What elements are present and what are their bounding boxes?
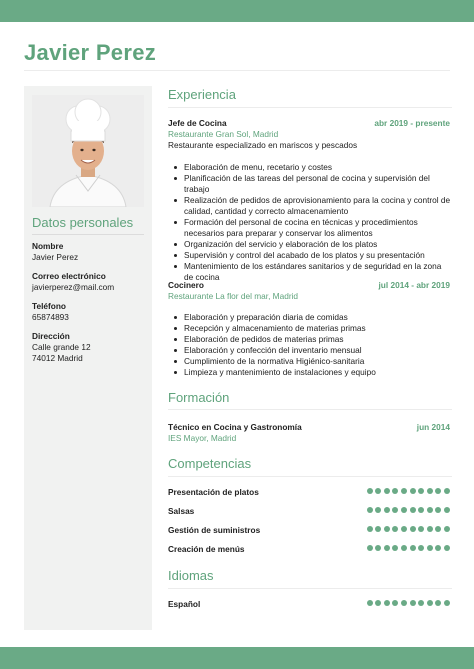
rating-dot bbox=[418, 526, 424, 532]
job-company: Restaurante Gran Sol, Madrid bbox=[168, 129, 279, 139]
rating-dot bbox=[384, 600, 390, 606]
job-title: Jefe de Cocina bbox=[168, 118, 227, 128]
rating-dots bbox=[367, 600, 450, 606]
list-item: Elaboración de pedidos de materias primas bbox=[184, 334, 452, 345]
rating-dots bbox=[367, 526, 450, 532]
skill-row-label: Gestión de suministros bbox=[168, 525, 261, 535]
list-item: Mantenimiento de los estándares sanitarios y de seguridad en la zona de cocina bbox=[184, 261, 452, 283]
rating-dot bbox=[392, 488, 398, 494]
rating-dot bbox=[435, 488, 441, 494]
field-email bbox=[32, 271, 114, 293]
job-entry bbox=[168, 280, 452, 302]
field-label: Teléfono bbox=[32, 301, 66, 311]
education-degree: Técnico en Cocina y Gastronomía bbox=[168, 422, 302, 432]
field-phone bbox=[32, 301, 69, 323]
language-row bbox=[168, 599, 452, 611]
rating-dot bbox=[435, 507, 441, 513]
rating-dot bbox=[410, 600, 416, 606]
rating-dot bbox=[418, 545, 424, 551]
rating-dot bbox=[410, 545, 416, 551]
field-value: 65874893 bbox=[32, 312, 69, 322]
rating-dot bbox=[427, 507, 433, 513]
rating-dots bbox=[367, 507, 450, 513]
rating-dot bbox=[367, 488, 373, 494]
rating-dot bbox=[435, 600, 441, 606]
rating-dot bbox=[375, 545, 381, 551]
skills-title: Competencias bbox=[168, 456, 252, 471]
rating-dot bbox=[410, 488, 416, 494]
job-date: abr 2019 - presente bbox=[374, 118, 450, 128]
field-address bbox=[32, 331, 91, 364]
job-bullets bbox=[184, 312, 452, 378]
skill-row-label: Presentación de platos bbox=[168, 487, 259, 497]
rating-dots bbox=[367, 545, 450, 551]
profile-photo bbox=[32, 95, 144, 207]
rating-dot bbox=[375, 488, 381, 494]
education-divider bbox=[168, 409, 452, 410]
rating-dot bbox=[392, 545, 398, 551]
chef-portrait-icon bbox=[32, 95, 144, 207]
sidebar-divider bbox=[32, 234, 144, 235]
list-item: Recepción y almacenamiento de materias primas bbox=[184, 323, 452, 334]
candidate-name: Javier Perez bbox=[24, 40, 157, 65]
list-item: Organización del servicio y elaboración de los platos bbox=[184, 239, 452, 250]
rating-dot bbox=[367, 507, 373, 513]
job-title: Cocinero bbox=[168, 280, 204, 290]
rating-dot bbox=[444, 488, 450, 494]
rating-dot bbox=[418, 507, 424, 513]
rating-dot bbox=[384, 488, 390, 494]
rating-dot bbox=[427, 488, 433, 494]
education-entry bbox=[168, 422, 452, 444]
job-entry bbox=[168, 118, 452, 151]
list-item: Limpieza y mantenimiento de instalaciones y equipo bbox=[184, 367, 452, 378]
rating-dot bbox=[401, 526, 407, 532]
rating-dot bbox=[435, 545, 441, 551]
personal-data-title: Datos personales bbox=[32, 215, 134, 230]
name-divider bbox=[24, 70, 450, 71]
rating-dot bbox=[401, 545, 407, 551]
rating-dot bbox=[384, 507, 390, 513]
rating-dot bbox=[367, 545, 373, 551]
list-item: Formación del personal de cocina en técnicas y procedimientos necesarios para preparar y conservar los alimentos bbox=[184, 217, 452, 239]
rating-dot bbox=[384, 526, 390, 532]
list-item: Elaboración y confección del inventario mensual bbox=[184, 345, 452, 356]
field-value: 74012 Madrid bbox=[32, 353, 83, 363]
job-date: jul 2014 - abr 2019 bbox=[378, 280, 450, 290]
rating-dot bbox=[375, 526, 381, 532]
experience-divider bbox=[168, 107, 452, 108]
rating-dot bbox=[375, 600, 381, 606]
field-label: Nombre bbox=[32, 241, 64, 251]
rating-dot bbox=[392, 526, 398, 532]
rating-dot bbox=[410, 526, 416, 532]
rating-dot bbox=[418, 600, 424, 606]
field-value: Calle grande 12 bbox=[32, 342, 91, 352]
list-item: Elaboración y preparación diaria de comidas bbox=[184, 312, 452, 323]
language-row-label: Español bbox=[168, 599, 201, 609]
rating-dot bbox=[392, 600, 398, 606]
job-bullets bbox=[184, 162, 452, 283]
rating-dot bbox=[435, 526, 441, 532]
rating-dot bbox=[427, 545, 433, 551]
rating-dot bbox=[367, 526, 373, 532]
skill-row-label: Salsas bbox=[168, 506, 195, 516]
rating-dot bbox=[367, 600, 373, 606]
rating-dot bbox=[418, 488, 424, 494]
list-item: Supervisión y control del acabado de los platos y su presentación bbox=[184, 250, 452, 261]
rating-dot bbox=[444, 545, 450, 551]
education-school: IES Mayor, Madrid bbox=[168, 433, 237, 443]
top-color-bar bbox=[0, 0, 474, 22]
field-label: Correo electrónico bbox=[32, 271, 106, 281]
field-label: Dirección bbox=[32, 331, 70, 341]
skill-row bbox=[168, 487, 452, 499]
skill-row bbox=[168, 544, 452, 556]
skill-row-label: Creación de menús bbox=[168, 544, 245, 554]
field-name bbox=[32, 241, 78, 263]
rating-dot bbox=[401, 488, 407, 494]
job-summary: Restaurante especializado en mariscos y pescados bbox=[168, 140, 358, 150]
languages-title: Idiomas bbox=[168, 568, 214, 583]
languages-divider bbox=[168, 588, 452, 589]
sidebar bbox=[24, 86, 152, 630]
skill-row bbox=[168, 525, 452, 537]
experience-title: Experiencia bbox=[168, 87, 236, 102]
list-item: Cumplimiento de la normativa Higiénico-sanitaria bbox=[184, 356, 452, 367]
field-value: javierperez@mail.com bbox=[32, 282, 115, 292]
rating-dot bbox=[427, 600, 433, 606]
rating-dot bbox=[444, 600, 450, 606]
list-item: Planificación de las tareas del personal de cocina y supervisión del trabajo bbox=[184, 173, 452, 195]
skills-divider bbox=[168, 476, 452, 477]
bottom-color-bar bbox=[0, 647, 474, 669]
rating-dot bbox=[375, 507, 381, 513]
field-value: Javier Perez bbox=[32, 252, 79, 262]
rating-dot bbox=[384, 545, 390, 551]
list-item: Elaboración de menu, recetario y costes bbox=[184, 162, 452, 173]
rating-dot bbox=[401, 507, 407, 513]
rating-dot bbox=[444, 507, 450, 513]
rating-dot bbox=[401, 600, 407, 606]
job-company: Restaurante La flor del mar, Madrid bbox=[168, 291, 299, 301]
list-item: Realización de pedidos de aprovisionamiento para la cocina y control de calidad, cantidad y correcto almacenamiento bbox=[184, 195, 451, 216]
education-title: Formación bbox=[168, 390, 230, 405]
rating-dot bbox=[392, 507, 398, 513]
rating-dot bbox=[410, 507, 416, 513]
education-date: jun 2014 bbox=[416, 422, 450, 432]
skill-row bbox=[168, 506, 452, 518]
rating-dot bbox=[444, 526, 450, 532]
rating-dots bbox=[367, 488, 450, 494]
rating-dot bbox=[427, 526, 433, 532]
